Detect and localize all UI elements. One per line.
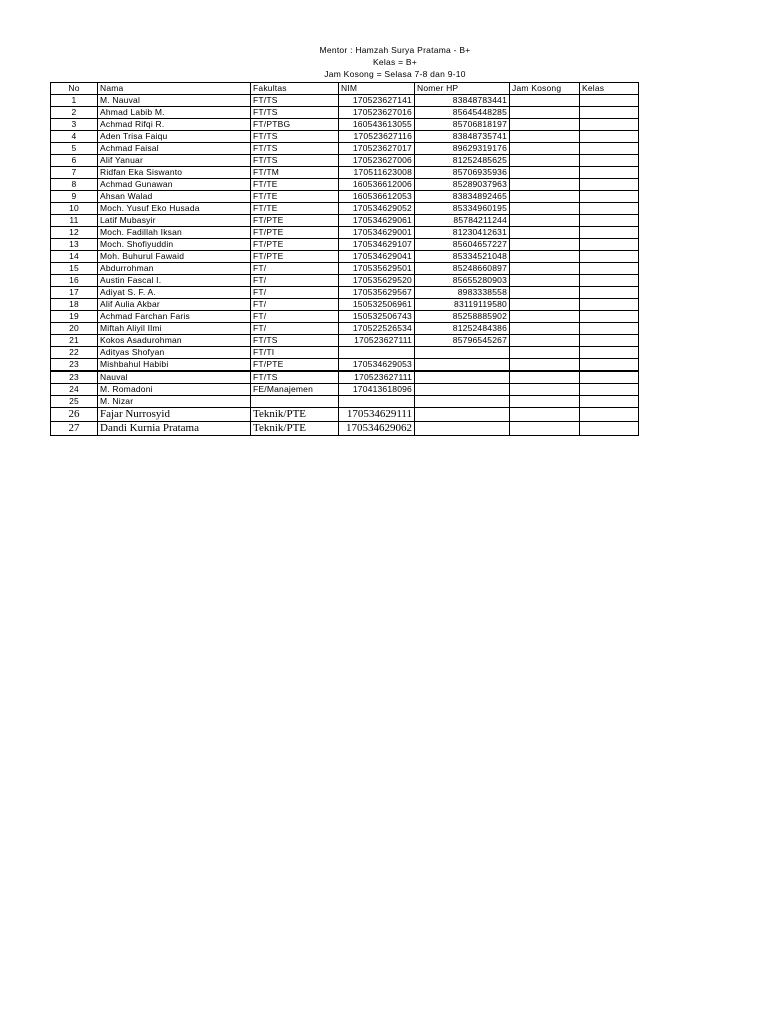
cell-jam-kosong bbox=[510, 179, 580, 191]
cell-fakultas: FT/ bbox=[251, 323, 339, 335]
table-row bbox=[51, 167, 639, 179]
cell-jam-kosong bbox=[510, 371, 580, 384]
cell-no: 10 bbox=[51, 203, 98, 215]
cell-kelas bbox=[580, 191, 639, 203]
cell-nim: 160536612053 bbox=[339, 191, 415, 203]
cell-nomer-hp bbox=[415, 422, 510, 436]
table-row bbox=[51, 287, 639, 299]
cell-fakultas: FT/TS bbox=[251, 131, 339, 143]
cell-nomer-hp: 83848783441 bbox=[415, 95, 510, 107]
cell-no: 18 bbox=[51, 299, 98, 311]
cell-no: 9 bbox=[51, 191, 98, 203]
column-header-kelas: Kelas bbox=[580, 83, 639, 95]
cell-kelas bbox=[580, 323, 639, 335]
cell-nama: M. Nizar bbox=[98, 396, 251, 408]
cell-kelas bbox=[580, 131, 639, 143]
cell-nim bbox=[339, 396, 415, 408]
table-row bbox=[51, 371, 639, 384]
cell-no: 11 bbox=[51, 215, 98, 227]
cell-nomer-hp: 85655280903 bbox=[415, 275, 510, 287]
cell-jam-kosong bbox=[510, 396, 580, 408]
table-row bbox=[51, 299, 639, 311]
cell-no: 14 bbox=[51, 251, 98, 263]
table-row bbox=[51, 323, 639, 335]
cell-no: 1 bbox=[51, 95, 98, 107]
cell-nomer-hp: 89629319176 bbox=[415, 143, 510, 155]
cell-nim: 170522526534 bbox=[339, 323, 415, 335]
cell-nomer-hp bbox=[415, 371, 510, 384]
table-row bbox=[51, 143, 639, 155]
cell-kelas bbox=[580, 215, 639, 227]
cell-nama: Ahmad Labib M. bbox=[98, 107, 251, 119]
table-row bbox=[51, 408, 639, 422]
cell-nim: 170535629520 bbox=[339, 275, 415, 287]
table-header-row bbox=[51, 83, 639, 95]
cell-fakultas: FT/TI bbox=[251, 347, 339, 359]
cell-fakultas: FE/Manajemen bbox=[251, 384, 339, 396]
cell-nim: 170523627111 bbox=[339, 371, 415, 384]
cell-jam-kosong bbox=[510, 384, 580, 396]
cell-nomer-hp: 81252485625 bbox=[415, 155, 510, 167]
cell-nim: 170534629111 bbox=[339, 408, 415, 422]
table-row bbox=[51, 335, 639, 347]
cell-no: 3 bbox=[51, 119, 98, 131]
cell-jam-kosong bbox=[510, 227, 580, 239]
cell-nama: Moh. Buhurul Fawaid bbox=[98, 251, 251, 263]
cell-jam-kosong bbox=[510, 131, 580, 143]
cell-nomer-hp: 85334521048 bbox=[415, 251, 510, 263]
cell-fakultas: Teknik/PTE bbox=[251, 408, 339, 422]
cell-jam-kosong bbox=[510, 408, 580, 422]
cell-kelas bbox=[580, 155, 639, 167]
cell-fakultas: FT/TE bbox=[251, 191, 339, 203]
table-row bbox=[51, 119, 639, 131]
cell-nim: 170523627116 bbox=[339, 131, 415, 143]
cell-fakultas: FT/PTE bbox=[251, 215, 339, 227]
cell-jam-kosong bbox=[510, 239, 580, 251]
cell-nim bbox=[339, 347, 415, 359]
sheet-header bbox=[0, 44, 768, 80]
cell-no: 23 bbox=[51, 371, 98, 384]
cell-kelas bbox=[580, 95, 639, 107]
cell-no: 12 bbox=[51, 227, 98, 239]
cell-nomer-hp: 85706818197 bbox=[415, 119, 510, 131]
cell-fakultas: FT/TM bbox=[251, 167, 339, 179]
cell-kelas bbox=[580, 167, 639, 179]
cell-nim: 170523627017 bbox=[339, 143, 415, 155]
cell-kelas bbox=[580, 408, 639, 422]
cell-fakultas: FT/PTE bbox=[251, 251, 339, 263]
table-row bbox=[51, 239, 639, 251]
cell-kelas bbox=[580, 311, 639, 323]
cell-jam-kosong bbox=[510, 143, 580, 155]
table-row bbox=[51, 227, 639, 239]
cell-jam-kosong bbox=[510, 347, 580, 359]
cell-jam-kosong bbox=[510, 422, 580, 436]
cell-nama: Alif Aulia Akbar bbox=[98, 299, 251, 311]
cell-nama: Abdurrohman bbox=[98, 263, 251, 275]
cell-no: 27 bbox=[51, 422, 98, 436]
cell-jam-kosong bbox=[510, 215, 580, 227]
mentor-line: Mentor : Hamzah Surya Pratama - B+ bbox=[319, 45, 471, 55]
cell-jam-kosong bbox=[510, 287, 580, 299]
cell-nim: 150532506743 bbox=[339, 311, 415, 323]
cell-nomer-hp: 83119119580 bbox=[415, 299, 510, 311]
cell-kelas bbox=[580, 371, 639, 384]
cell-nama: Achmad Rifqi R. bbox=[98, 119, 251, 131]
cell-jam-kosong bbox=[510, 155, 580, 167]
cell-no: 8 bbox=[51, 179, 98, 191]
table-row bbox=[51, 359, 639, 372]
cell-no: 7 bbox=[51, 167, 98, 179]
cell-nim: 170523627006 bbox=[339, 155, 415, 167]
cell-fakultas: FT/PTE bbox=[251, 239, 339, 251]
cell-jam-kosong bbox=[510, 119, 580, 131]
cell-no: 17 bbox=[51, 287, 98, 299]
cell-no: 4 bbox=[51, 131, 98, 143]
table-row bbox=[51, 107, 639, 119]
kelas-line: Kelas = B+ bbox=[372, 57, 418, 67]
cell-nomer-hp bbox=[415, 408, 510, 422]
cell-nama: Moch. Fadillah Iksan bbox=[98, 227, 251, 239]
table-row bbox=[51, 311, 639, 323]
cell-fakultas: FT/ bbox=[251, 311, 339, 323]
cell-nomer-hp: 85604657227 bbox=[415, 239, 510, 251]
column-header-fakultas: Fakultas bbox=[251, 83, 339, 95]
cell-nim: 170534629107 bbox=[339, 239, 415, 251]
cell-fakultas: FT/TE bbox=[251, 179, 339, 191]
cell-nama: M. Nauval bbox=[98, 95, 251, 107]
table-row bbox=[51, 275, 639, 287]
column-header-nama: Nama bbox=[98, 83, 251, 95]
cell-fakultas: FT/TS bbox=[251, 335, 339, 347]
cell-kelas bbox=[580, 275, 639, 287]
cell-no: 26 bbox=[51, 408, 98, 422]
cell-nama: Achmad Faisal bbox=[98, 143, 251, 155]
cell-nomer-hp bbox=[415, 347, 510, 359]
cell-nim: 170523627016 bbox=[339, 107, 415, 119]
cell-nim: 170534629001 bbox=[339, 227, 415, 239]
table-row bbox=[51, 179, 639, 191]
cell-nim: 150532506961 bbox=[339, 299, 415, 311]
cell-nim: 170534629053 bbox=[339, 359, 415, 372]
cell-kelas bbox=[580, 287, 639, 299]
cell-jam-kosong bbox=[510, 335, 580, 347]
cell-nomer-hp: 81252484386 bbox=[415, 323, 510, 335]
cell-nim: 170534629061 bbox=[339, 215, 415, 227]
cell-fakultas: FT/PTE bbox=[251, 359, 339, 372]
cell-nomer-hp: 83834892465 bbox=[415, 191, 510, 203]
cell-nama: Achmad Farchan Faris bbox=[98, 311, 251, 323]
table-row bbox=[51, 131, 639, 143]
cell-kelas bbox=[580, 263, 639, 275]
cell-no: 21 bbox=[51, 335, 98, 347]
cell-kelas bbox=[580, 239, 639, 251]
cell-nim: 170413618096 bbox=[339, 384, 415, 396]
cell-nomer-hp: 8983338558 bbox=[415, 287, 510, 299]
cell-nomer-hp: 85645448285 bbox=[415, 107, 510, 119]
cell-nama: Kokos Asadurohman bbox=[98, 335, 251, 347]
cell-no: 23 bbox=[51, 359, 98, 372]
cell-nama: Fajar Nurrosyid bbox=[98, 408, 251, 422]
cell-nim: 170523627141 bbox=[339, 95, 415, 107]
cell-fakultas: FT/ bbox=[251, 299, 339, 311]
cell-nim: 160536612006 bbox=[339, 179, 415, 191]
cell-nomer-hp: 85796545267 bbox=[415, 335, 510, 347]
cell-fakultas: FT/TE bbox=[251, 203, 339, 215]
cell-kelas bbox=[580, 384, 639, 396]
cell-nama: M. Romadoni bbox=[98, 384, 251, 396]
cell-kelas bbox=[580, 203, 639, 215]
column-header-nomer-hp: Nomer HP bbox=[415, 83, 510, 95]
cell-nomer-hp: 81230412631 bbox=[415, 227, 510, 239]
cell-nim: 170523627111 bbox=[339, 335, 415, 347]
cell-nama: Mishbahul Habibi bbox=[98, 359, 251, 372]
cell-nama: Ahsan Walad bbox=[98, 191, 251, 203]
cell-no: 15 bbox=[51, 263, 98, 275]
cell-nama: Alif Yanuar bbox=[98, 155, 251, 167]
cell-no: 24 bbox=[51, 384, 98, 396]
cell-nomer-hp: 85706935936 bbox=[415, 167, 510, 179]
cell-jam-kosong bbox=[510, 323, 580, 335]
table-row bbox=[51, 203, 639, 215]
cell-jam-kosong bbox=[510, 311, 580, 323]
cell-nim: 160543613055 bbox=[339, 119, 415, 131]
cell-no: 5 bbox=[51, 143, 98, 155]
cell-no: 20 bbox=[51, 323, 98, 335]
column-header-jam-kosong: Jam Kosong bbox=[510, 83, 580, 95]
cell-jam-kosong bbox=[510, 263, 580, 275]
cell-nama: Ridfan Eka Siswanto bbox=[98, 167, 251, 179]
cell-fakultas: FT/ bbox=[251, 275, 339, 287]
cell-jam-kosong bbox=[510, 95, 580, 107]
cell-kelas bbox=[580, 107, 639, 119]
cell-nim: 170511623008 bbox=[339, 167, 415, 179]
table-row bbox=[51, 396, 639, 408]
cell-nama: Austin Fascal I. bbox=[98, 275, 251, 287]
cell-nomer-hp: 85784211244 bbox=[415, 215, 510, 227]
cell-no: 13 bbox=[51, 239, 98, 251]
cell-no: 16 bbox=[51, 275, 98, 287]
cell-kelas bbox=[580, 227, 639, 239]
cell-jam-kosong bbox=[510, 359, 580, 372]
cell-jam-kosong bbox=[510, 191, 580, 203]
table-row bbox=[51, 215, 639, 227]
table-row bbox=[51, 347, 639, 359]
cell-no: 25 bbox=[51, 396, 98, 408]
cell-jam-kosong bbox=[510, 107, 580, 119]
cell-kelas bbox=[580, 143, 639, 155]
cell-fakultas: FT/TS bbox=[251, 371, 339, 384]
cell-nama: Moch. Shofiyuddin bbox=[98, 239, 251, 251]
cell-nomer-hp bbox=[415, 359, 510, 372]
cell-kelas bbox=[580, 396, 639, 408]
cell-fakultas: FT/TS bbox=[251, 155, 339, 167]
cell-nama: Achmad Gunawan bbox=[98, 179, 251, 191]
table-row bbox=[51, 263, 639, 275]
cell-kelas bbox=[580, 119, 639, 131]
cell-fakultas: FT/TS bbox=[251, 143, 339, 155]
cell-nim: 170535629567 bbox=[339, 287, 415, 299]
cell-kelas bbox=[580, 251, 639, 263]
table-row bbox=[51, 155, 639, 167]
cell-jam-kosong bbox=[510, 251, 580, 263]
cell-kelas bbox=[580, 347, 639, 359]
cell-jam-kosong bbox=[510, 167, 580, 179]
cell-nama: Aden Trisa Faiqu bbox=[98, 131, 251, 143]
cell-fakultas: FT/TS bbox=[251, 107, 339, 119]
cell-fakultas: FT/ bbox=[251, 263, 339, 275]
cell-fakultas: FT/TS bbox=[251, 95, 339, 107]
column-header-no: No bbox=[51, 83, 98, 95]
table-row bbox=[51, 95, 639, 107]
cell-kelas bbox=[580, 179, 639, 191]
jam-kosong-line: Jam Kosong = Selasa 7-8 dan 9-10 bbox=[324, 69, 466, 79]
cell-nama: Adityas Shofyan bbox=[98, 347, 251, 359]
cell-nama: Adiyat S. F. A. bbox=[98, 287, 251, 299]
cell-nama: Nauval bbox=[98, 371, 251, 384]
cell-nim: 170535629501 bbox=[339, 263, 415, 275]
mentee-table bbox=[50, 82, 639, 436]
table-row bbox=[51, 191, 639, 203]
table-row bbox=[51, 251, 639, 263]
cell-nama: Moch. Yusuf Eko Husada bbox=[98, 203, 251, 215]
cell-kelas bbox=[580, 422, 639, 436]
cell-jam-kosong bbox=[510, 299, 580, 311]
cell-no: 22 bbox=[51, 347, 98, 359]
cell-nama: Latif Mubasyir bbox=[98, 215, 251, 227]
cell-nomer-hp: 85248660897 bbox=[415, 263, 510, 275]
cell-kelas bbox=[580, 299, 639, 311]
cell-nomer-hp: 85334960195 bbox=[415, 203, 510, 215]
cell-jam-kosong bbox=[510, 203, 580, 215]
cell-no: 6 bbox=[51, 155, 98, 167]
cell-no: 2 bbox=[51, 107, 98, 119]
cell-nim: 170534629062 bbox=[339, 422, 415, 436]
cell-no: 19 bbox=[51, 311, 98, 323]
cell-nomer-hp bbox=[415, 384, 510, 396]
table-row bbox=[51, 422, 639, 436]
cell-fakultas: FT/PTBG bbox=[251, 119, 339, 131]
cell-nomer-hp: 85289037963 bbox=[415, 179, 510, 191]
cell-nama: Miftah Aliyil Ilmi bbox=[98, 323, 251, 335]
cell-kelas bbox=[580, 359, 639, 372]
cell-nim: 170534629041 bbox=[339, 251, 415, 263]
cell-nomer-hp: 83848735741 bbox=[415, 131, 510, 143]
cell-fakultas: FT/ bbox=[251, 287, 339, 299]
cell-nomer-hp bbox=[415, 396, 510, 408]
column-header-nim: NIM bbox=[339, 83, 415, 95]
cell-fakultas: FT/PTE bbox=[251, 227, 339, 239]
cell-kelas bbox=[580, 335, 639, 347]
table-row bbox=[51, 384, 639, 396]
cell-nim: 170534629052 bbox=[339, 203, 415, 215]
cell-jam-kosong bbox=[510, 275, 580, 287]
cell-nama: Dandi Kurnia Pratama bbox=[98, 422, 251, 436]
cell-fakultas bbox=[251, 396, 339, 408]
cell-fakultas: Teknik/PTE bbox=[251, 422, 339, 436]
cell-nomer-hp: 85258885902 bbox=[415, 311, 510, 323]
